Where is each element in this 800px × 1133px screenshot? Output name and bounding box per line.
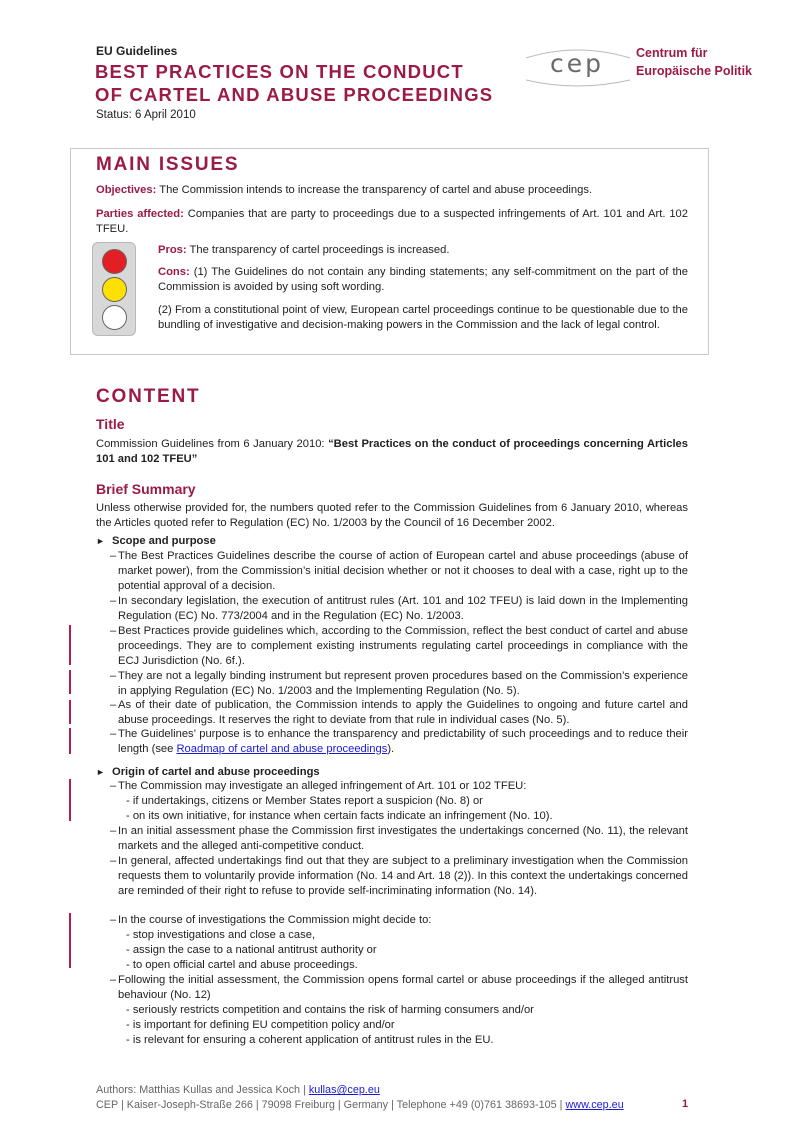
traffic-light-red	[102, 249, 127, 274]
website-link[interactable]: www.cep.eu	[565, 1099, 624, 1111]
origin-subitem: - if undertakings, citizens or Member States report a suspicion (No. 8) or	[126, 795, 483, 807]
origin-item-text: In general, affected undertakings find out that they are subject to a preliminary investigation when the Commission requests them to voluntarily provide information (No. 14 and Art. 18 (2)). In this context the undertakings concerned are reminded of their right to refuse to provide self-incriminating information (No. 14).	[118, 855, 688, 897]
cons-paragraph	[158, 265, 688, 295]
title-subheading: Title	[96, 416, 125, 432]
org-line-2: Europäische Politik	[636, 64, 753, 78]
address-text: CEP | Kaiser-Joseph-Straße 266 | 79098 Freiburg | Germany | Telephone +49 (0)761 38693-105 |	[96, 1099, 566, 1111]
scope-item: – They are not a legally binding instrument but represent proven procedures based on the Commission’s experience in applying Regulation (EC) No. 1/2003 and the Implementing Regulation (No. 5).	[110, 670, 688, 697]
origin-subitem: - on its own initiative, for instance when certain facts indicate an infringement (No. 10).	[126, 810, 553, 822]
bullet-arrow-icon: ►	[96, 536, 105, 546]
pros-text: The transparency of cartel proceedings is increased.	[186, 244, 450, 256]
main-issues-heading: MAIN ISSUES	[96, 154, 240, 175]
change-bar	[69, 700, 71, 724]
title-paragraph	[96, 437, 688, 467]
document-title	[95, 60, 493, 106]
page-number: 1	[682, 1098, 689, 1110]
origin-item-text: Following the initial assessment, the Commission opens formal cartel or abuse proceedings if the alleged antitrust behaviour (No. 12)	[118, 974, 688, 1001]
origin-item-text: The Commission may investigate an alleged infringement of Art. 101 or 102 TFEU:	[118, 780, 527, 792]
cep-logo	[522, 40, 632, 90]
scope-item-text: The Best Practices Guidelines describe the course of action of European cartel and abuse proceedings (abuse of market power), from the Commission’s initial decision whether or not it chooses to deal with a case, right up to the potential approval of a decision.	[118, 550, 688, 592]
cons-text: (1) The Guidelines do not contain any binding statements; any self-commitment on the part of the Commission is avoided by using soft wording.	[158, 266, 688, 293]
change-bar	[69, 913, 71, 968]
parties-text: Companies that are party to proceedings due to a suspected infringements of Art. 101 and Art. 102 TFEU.	[96, 208, 688, 235]
origin-item-text: In the course of investigations the Commission might decide to:	[118, 914, 432, 926]
scope-item: – Best Practices provide guidelines which, according to the Commission, reflect the best conduct of cartel and abuse proceedings. They are to complement existing instruments regulating cartel proceedings in compliance with the ECJ Jurisdiction (No. 6f.).	[110, 625, 688, 667]
origin-item: – Following the initial assessment, the Commission opens formal cartel or abuse proceedings if the alleged antitrust behaviour (No. 12)	[110, 974, 688, 1001]
origin-item: – In general, affected undertakings find out that they are subject to a preliminary investigation when the Commission requests them to voluntarily provide information (No. 14 and Art. 18 (2)). In this context the undertakings concerned are reminded of their right to refuse to provide self-incriminating information (No. 14).	[110, 855, 688, 897]
scope-item-text: The Guidelines’ purpose is to enhance the transparency and predictability of such proceedings and to reduce their length (see	[118, 728, 688, 755]
scope-bullet	[96, 534, 216, 549]
origin-subitem: - seriously restricts competition and contains the risk of harming consumers and/or	[126, 1004, 534, 1016]
footer-address	[96, 1098, 624, 1112]
change-bar	[69, 779, 71, 821]
title-text-bold: “Best Practices on the conduct of proceedings concerning Articles 101 and 102 TFEU”	[96, 438, 688, 465]
objectives-text: The Commission intends to increase the transparency of cartel and abuse proceedings.	[156, 184, 593, 196]
pros-paragraph	[158, 243, 688, 258]
origin-bullet	[96, 765, 320, 780]
summary-intro: Unless otherwise provided for, the numbers quoted refer to the Commission Guidelines from 6 January 2010, whereas the Articles quoted refer to Regulation (EC) No. 1/2003 by the Council of 16 December 2002.	[96, 502, 688, 529]
scope-item-text: In secondary legislation, the execution of antitrust rules (Art. 101 and 102 TFEU) is laid down in the Implementing Regulation (EC) No. 773/2004 and in the Regulation (EC) No. 1/2003.	[118, 595, 688, 622]
title-line-1: BEST PRACTICES ON THE CONDUCT	[95, 61, 464, 82]
origin-subitem: - to open official cartel and abuse proceedings.	[126, 959, 358, 971]
traffic-light-yellow	[102, 277, 127, 302]
pros-label: Pros:	[158, 244, 187, 256]
roadmap-link[interactable]: Roadmap of cartel and abuse proceedings	[176, 742, 388, 755]
scope-heading: Scope and purpose	[112, 535, 216, 547]
traffic-light-icon	[92, 242, 136, 336]
origin-heading: Origin of cartel and abuse proceedings	[112, 766, 320, 778]
parties-paragraph	[96, 207, 688, 237]
change-bar	[69, 670, 71, 694]
footer-authors	[96, 1083, 380, 1097]
roadmap-after: ).	[387, 742, 395, 755]
scope-item-text: As of their date of publication, the Commission intends to apply the Guidelines to ongoing and future cartel and abuse proceedings. It reserves the right to deviate from that rule in individual cases (No. 5).	[118, 699, 688, 726]
parties-label: Parties affected:	[96, 208, 184, 220]
change-bar	[69, 728, 71, 754]
email-link[interactable]: kullas@cep.eu	[308, 1084, 380, 1096]
brief-summary-heading: Brief Summary	[96, 481, 196, 497]
origin-subitem: - assign the case to a national antitrust authority or	[126, 944, 377, 956]
logo-text: cep	[550, 49, 604, 78]
title-line-2: OF CARTEL AND ABUSE PROCEEDINGS	[95, 84, 494, 105]
origin-item: – The Commission may investigate an alleged infringement of Art. 101 or 102 TFEU:	[110, 780, 527, 792]
origin-item-text: In an initial assessment phase the Commission first investigates the undertakings concerned (No. 11), the relevant markets and the alleged anti-competitive conduct.	[118, 825, 688, 852]
objectives-label: Objectives:	[96, 184, 157, 196]
objectives-paragraph	[96, 183, 688, 198]
scope-item-text: Best Practices provide guidelines which, according to the Commission, reflect the best conduct of cartel and abuse proceedings. They are to complement existing instruments regulating cartel proceedings in compliance with the ECJ Jurisdiction (No. 6f.).	[118, 625, 688, 667]
scope-item: – The Best Practices Guidelines describe the course of action of European cartel and abuse proceedings (abuse of market power), from the Commission’s initial decision whether or not it chooses to deal with a case, right up to the potential approval of a decision.	[110, 550, 688, 592]
scope-item: – As of their date of publication, the Commission intends to apply the Guidelines to ongoing and future cartel and abuse proceedings. It reserves the right to deviate from that rule in individual cases (No. 5).	[110, 699, 688, 726]
organization-name	[636, 44, 752, 80]
content-heading: CONTENT	[96, 386, 201, 407]
scope-item: – The Guidelines’ purpose is to enhance the transparency and predictability of such proceedings and to reduce their length (see Roadmap of cartel and abuse proceedings).	[110, 728, 688, 755]
cons-paragraph-2: (2) From a constitutional point of view, European cartel proceedings continue to be questionable due to the bundling of investigative and decision-making powers in the Commission and the lack of legal control.	[158, 304, 688, 331]
scope-item: – In secondary legislation, the execution of antitrust rules (Art. 101 and 102 TFEU) is laid down in the Implementing Regulation (EC) No. 773/2004 and in the Regulation (EC) No. 1/2003.	[110, 595, 688, 622]
document-category: EU Guidelines	[96, 44, 178, 58]
org-line-1: Centrum für	[636, 46, 708, 60]
cons-label: Cons:	[158, 266, 190, 278]
scope-item-text: They are not a legally binding instrument but represent proven procedures based on the Commission’s experience in applying Regulation (EC) No. 1/2003 and the Implementing Regulation (No. 5).	[118, 670, 688, 697]
change-bar	[69, 625, 71, 665]
origin-subitem: - is relevant for ensuring a coherent application of antitrust rules in the EU.	[126, 1034, 494, 1046]
origin-item: – In an initial assessment phase the Commission first investigates the undertakings concerned (No. 11), the relevant markets and the alleged anti-competitive conduct.	[110, 825, 688, 852]
title-text-plain: Commission Guidelines from 6 January 2010:	[96, 438, 329, 450]
bullet-arrow-icon: ►	[96, 767, 105, 777]
document-status: Status: 6 April 2010	[96, 109, 196, 121]
origin-subitem: - stop investigations and close a case,	[126, 929, 316, 941]
origin-item: – In the course of investigations the Commission might decide to:	[110, 914, 432, 926]
origin-subitem: - is important for defining EU competition policy and/or	[126, 1019, 395, 1031]
traffic-light-white	[102, 305, 127, 330]
authors-text: Authors: Matthias Kullas and Jessica Koch |	[96, 1084, 309, 1096]
